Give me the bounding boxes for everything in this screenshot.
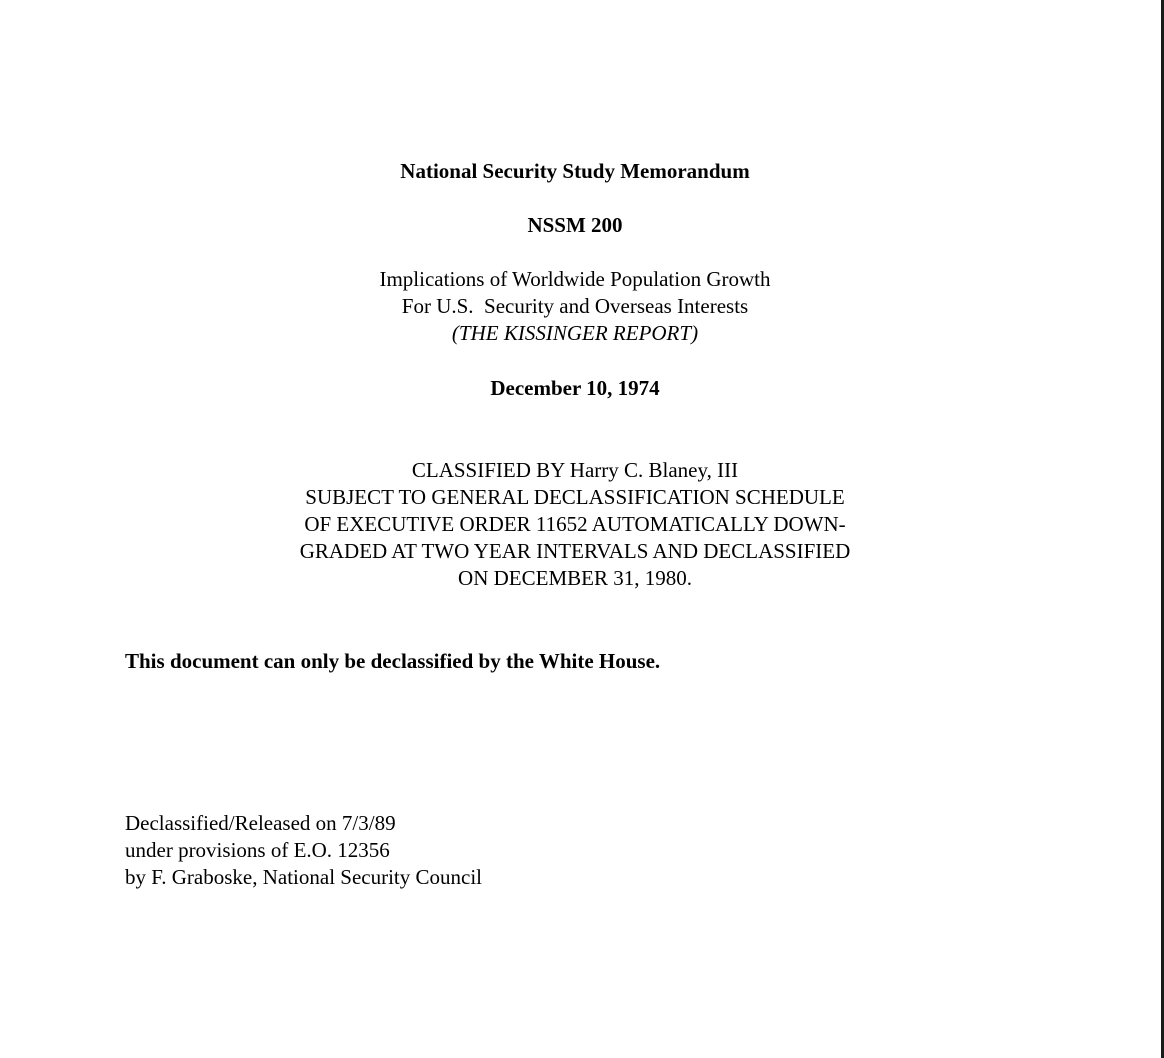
document-subtitle <box>0 266 1150 347</box>
document-date <box>0 375 1150 402</box>
document-date-text: December 10, 1974 <box>490 376 660 400</box>
release-info-line-2: under provisions of E.O. 12356 <box>125 838 390 862</box>
classification-line-4: GRADED AT TWO YEAR INTERVALS AND DECLASSIFIED <box>299 539 851 563</box>
study-number <box>0 212 1150 239</box>
release-info-line-1: Declassified/Released on 7/3/89 <box>125 811 396 835</box>
document-title <box>0 158 1150 185</box>
release-info <box>125 810 1025 891</box>
subtitle-line-3: (THE KISSINGER REPORT) <box>451 321 699 345</box>
document-title-text: National Security Study Memorandum <box>400 159 750 183</box>
classification-line-5: ON DECEMBER 31, 1980. <box>458 566 692 590</box>
release-info-line-3: by F. Graboske, National Security Council <box>125 865 483 889</box>
subtitle-line-2: For U.S. Security and Overseas Interests <box>401 294 749 318</box>
classification-line-1: CLASSIFIED BY Harry C. Blaney, III <box>411 458 739 482</box>
subtitle-line-1: Implications of Worldwide Population Growth <box>379 267 771 291</box>
declassification-note-text: This document can only be declassified by the White House. <box>125 649 661 673</box>
study-number-text: NSSM 200 <box>527 213 623 237</box>
declassification-note <box>125 648 1025 675</box>
classification-block <box>0 457 1150 592</box>
classification-line-2: SUBJECT TO GENERAL DECLASSIFICATION SCHEDULE <box>305 485 845 509</box>
classification-line-3: OF EXECUTIVE ORDER 11652 AUTOMATICALLY DOWN- <box>304 512 846 536</box>
